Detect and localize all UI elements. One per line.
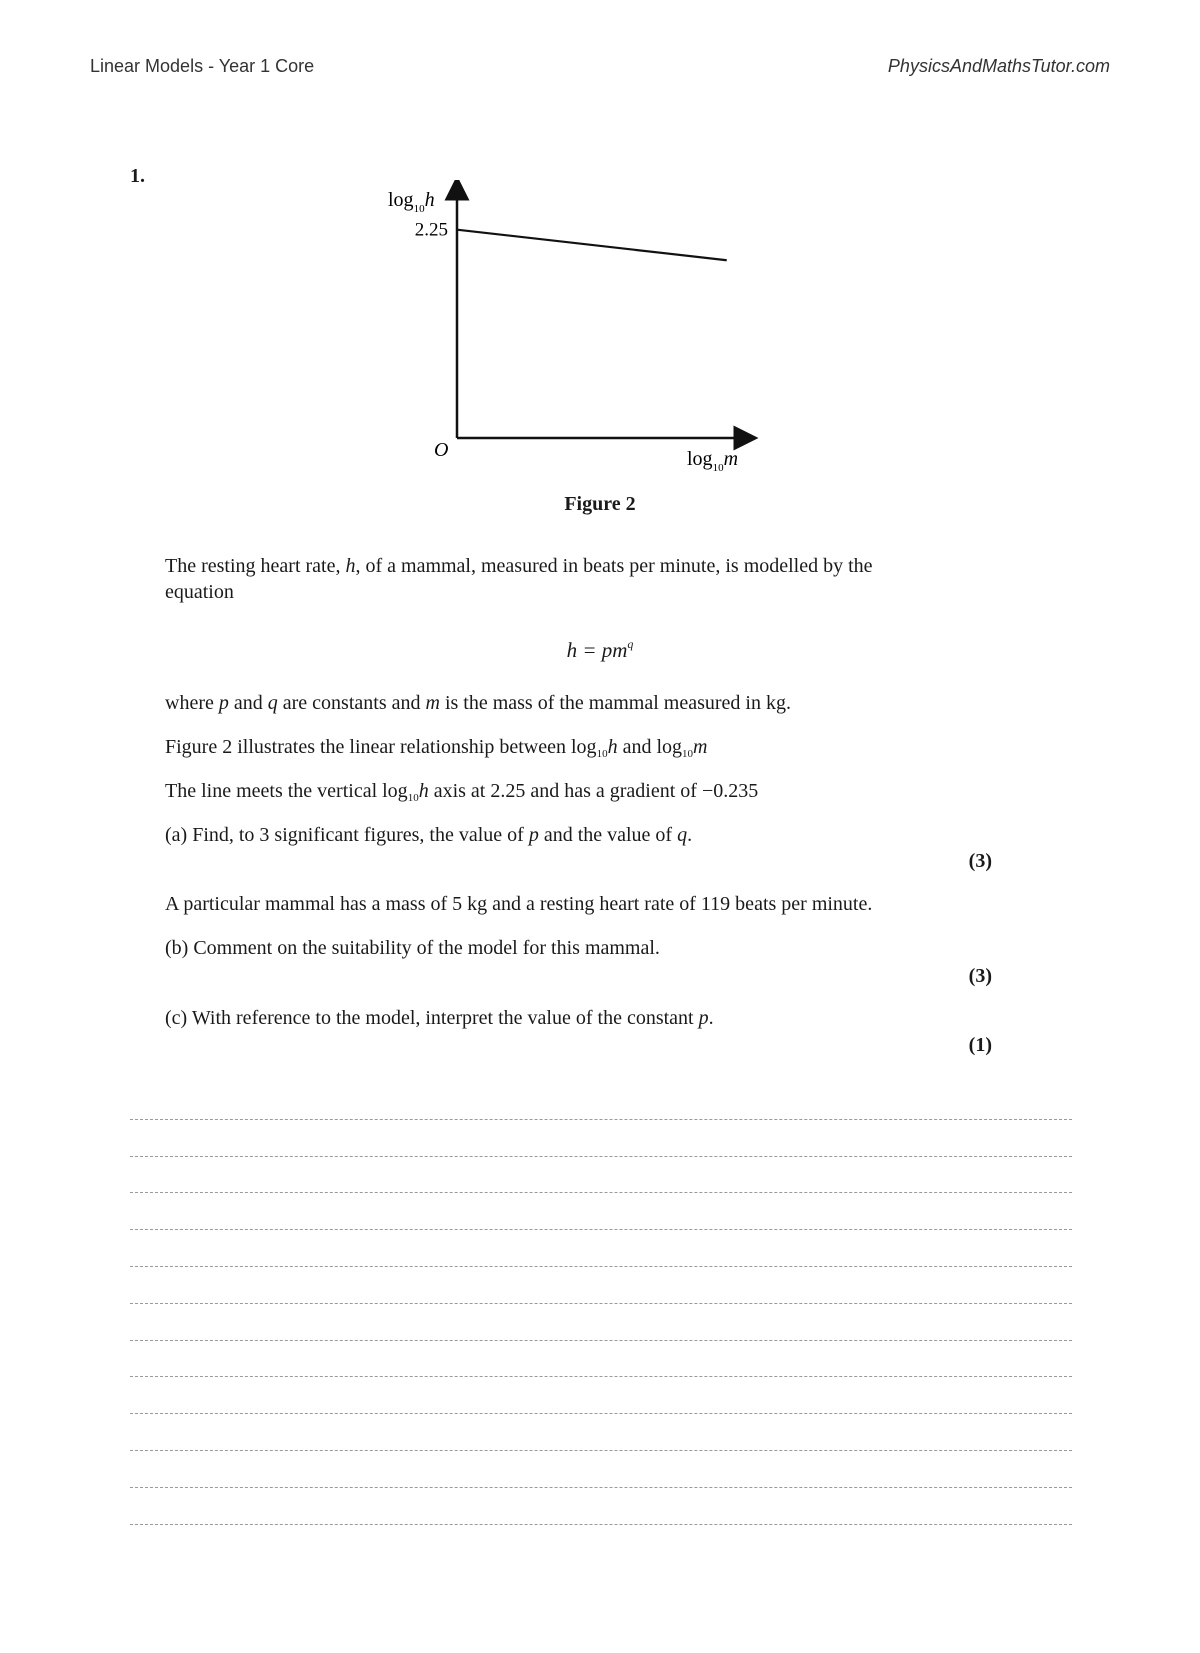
- where-line: where p and q are constants and m is the mass of the mammal measured in kg.: [165, 692, 791, 714]
- y-axis-label: $\log_{10}h$: [388, 189, 435, 215]
- x-axis-label-var: m: [723, 448, 739, 470]
- answer-line: [130, 1304, 1072, 1341]
- part-c-marks: (1): [968, 1034, 992, 1056]
- figure-caption: Figure 2: [564, 493, 636, 515]
- part-a-marks: (3): [968, 850, 992, 872]
- answer-line: [130, 1230, 1072, 1267]
- answer-lines: [130, 1083, 1072, 1525]
- question-number: 1.: [130, 165, 145, 187]
- answer-line: [130, 1341, 1072, 1378]
- answer-line: [130, 1414, 1072, 1451]
- answer-line: [130, 1120, 1072, 1157]
- answer-line: [130, 1488, 1072, 1525]
- answer-line: [130, 1083, 1072, 1120]
- part-a-question: (a) Find, to 3 significant figures, the value of p and the value of q.: [165, 824, 693, 846]
- y-axis-label-sub: 10: [413, 203, 425, 215]
- origin-label: O: [434, 439, 449, 461]
- intercept-label: 2.25: [414, 219, 448, 241]
- part-b-marks: (3): [968, 965, 992, 987]
- answer-line: [130, 1377, 1072, 1414]
- intro-paragraph: The resting heart rate, h, of a mammal, measured in beats per minute, is modelled by the equation: [165, 555, 873, 603]
- header-site: PhysicsAndMathsTutor.com: [887, 56, 1110, 76]
- line-meets-text: The line meets the vertical $\log_{10}h$ axis at 2.25 and has a gradient of −0.235: [165, 780, 759, 804]
- header-title: Linear Models - Year 1 Core: [90, 56, 315, 76]
- particular-mammal-text: A particular mammal has a mass of 5 kg and a resting heart rate of 119 beats per minute.: [165, 893, 873, 915]
- answer-line: [130, 1451, 1072, 1488]
- figure-2-graph: [370, 180, 770, 480]
- answer-line: [130, 1193, 1072, 1230]
- answer-line: [130, 1267, 1072, 1304]
- part-c-question: (c) With reference to the model, interpret the value of the constant p.: [165, 1007, 714, 1029]
- x-axis-label-sub: 10: [712, 462, 724, 474]
- answer-line: [130, 1157, 1072, 1194]
- y-axis-label-var: h: [424, 189, 435, 211]
- figure-description: Figure 2 illustrates the linear relationship between $\log_{10}h$ and $\log_{10}m$: [165, 736, 708, 760]
- x-axis-label: $\log_{10}m$: [687, 448, 739, 474]
- model-equation: $h = pm^q$: [566, 637, 634, 662]
- part-b-question: (b) Comment on the suitability of the model for this mammal.: [165, 937, 660, 959]
- model-line: [457, 230, 727, 261]
